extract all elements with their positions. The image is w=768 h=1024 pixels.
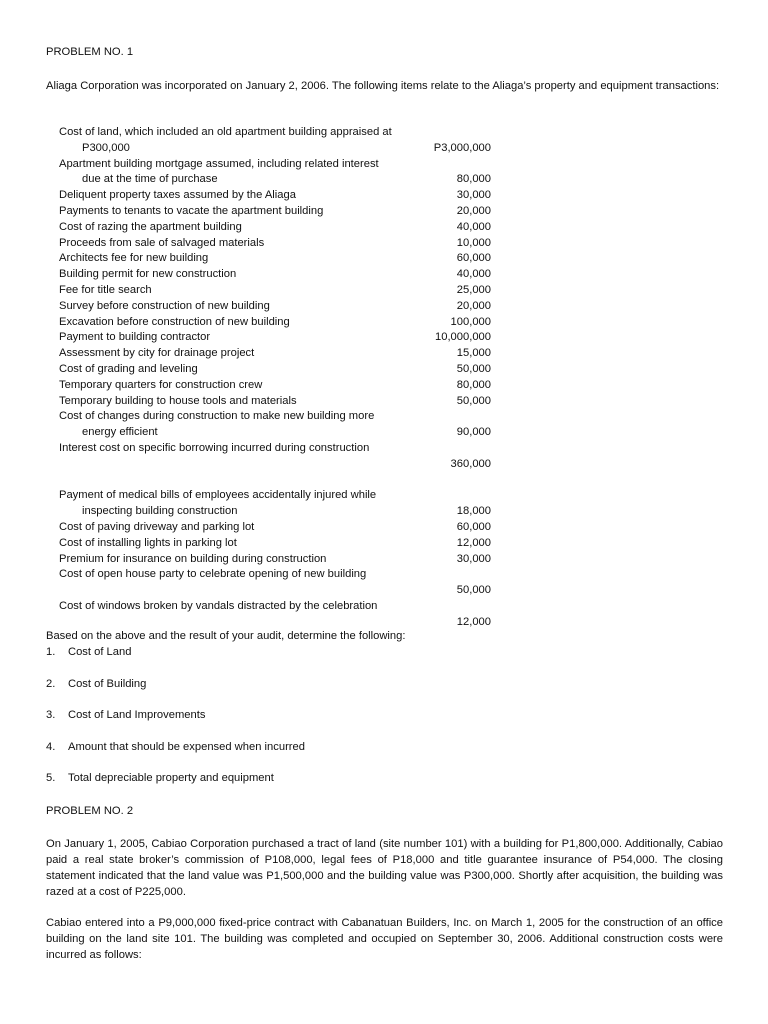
item-label: Cost of grading and leveling xyxy=(59,362,198,375)
item-amount: 20,000 xyxy=(456,204,491,217)
problem-2-heading: PROBLEM NO. 2 xyxy=(46,805,134,817)
property-item xyxy=(59,251,499,267)
question-text: Cost of Land Improvements xyxy=(68,709,206,721)
item-label: Assessment by city for drainage project xyxy=(59,347,255,360)
item-label: Temporary building to house tools and materials xyxy=(59,394,297,407)
question-text: Cost of Building xyxy=(68,678,147,690)
item-amount: 20,000 xyxy=(456,299,491,312)
problem-2-paragraph-1: On January 1, 2005, Cabiao Corporation purchased a tract of land (site number 101) with a building for P1,800,000. Additionally, Cabiao paid a real state broker’s commission of P108,000, legal fees of P18,000 and title guarantee insurance of P54,000. The closing statement indicated that the land value was P1,500,000 and the building value was P300,000. Shortly after acquisition, the building was razed at a cost of P225,000. xyxy=(46,838,723,898)
item-amount: 50,000 xyxy=(456,362,491,375)
property-item xyxy=(59,409,499,441)
item-label: Cost of razing the apartment building xyxy=(59,220,242,233)
property-item xyxy=(59,188,499,204)
question-number: 2. xyxy=(46,678,56,690)
property-item xyxy=(59,157,499,189)
property-item xyxy=(59,441,499,473)
item-label: Survey before construction of new building xyxy=(59,299,270,312)
item-amount: 18,000 xyxy=(456,505,491,518)
item-amount: 90,000 xyxy=(456,426,491,439)
item-label: P300,000 xyxy=(82,141,130,154)
question-number: 5. xyxy=(46,772,56,784)
item-label: Excavation before construction of new building xyxy=(59,315,290,328)
item-label: energy efficient xyxy=(82,426,158,439)
property-item xyxy=(59,394,499,410)
question-number: 4. xyxy=(46,741,56,753)
property-item xyxy=(59,204,499,220)
item-amount: 60,000 xyxy=(456,520,491,533)
item-label: Cost of installing lights in parking lot xyxy=(59,536,237,549)
property-item xyxy=(59,378,499,394)
property-item xyxy=(59,267,499,283)
item-label: Payments to tenants to vacate the apartment building xyxy=(59,204,324,217)
item-amount: 40,000 xyxy=(456,220,491,233)
problem-2-paragraph-2: Cabiao entered into a P9,000,000 fixed-price contract with Cabanatuan Builders, Inc. on March 1, 2005 for the construction of an office building on the land site 101. The building was completed and occupied on September 30, 2006. Additional construction costs were incurred as follows: xyxy=(46,917,723,961)
item-amount: 100,000 xyxy=(450,315,491,328)
question-text: Total depreciable property and equipment xyxy=(68,772,274,784)
problem-1-intro: Aliaga Corporation was incorporated on January 2, 2006. The following items relate to the Aliaga’s property and equipment transactions: xyxy=(46,80,720,92)
item-label: Payment to building contractor xyxy=(59,331,211,344)
property-item xyxy=(59,536,499,552)
item-label: Cost of windows broken by vandals distracted by the celebration xyxy=(59,599,378,612)
based-on-text: Based on the above and the result of your audit, determine the following: xyxy=(46,630,406,642)
item-amount: 60,000 xyxy=(456,252,491,265)
item-amount: 80,000 xyxy=(456,378,491,391)
question-item xyxy=(46,741,305,753)
item-amount: 10,000,000 xyxy=(435,331,491,344)
item-label: Premium for insurance on building during construction xyxy=(59,552,327,565)
item-amount: 360,000 xyxy=(450,457,491,470)
item-label: Payment of medical bills of employees accidentally injured while xyxy=(59,489,377,502)
question-item xyxy=(46,646,131,658)
item-amount: 50,000 xyxy=(456,394,491,407)
property-item xyxy=(59,567,499,599)
item-amount: 15,000 xyxy=(456,347,491,360)
item-label: inspecting building construction xyxy=(82,505,238,518)
property-item xyxy=(59,315,499,331)
item-label: due at the time of purchase xyxy=(82,173,218,186)
property-item xyxy=(59,599,499,631)
item-label: Interest cost on specific borrowing incurred during construction xyxy=(59,441,370,454)
item-label: Cost of land, which included an old apartment building appraised at xyxy=(59,126,392,138)
item-label: Architects fee for new building xyxy=(59,252,209,265)
item-label: Apartment building mortgage assumed, including related interest xyxy=(59,157,379,170)
question-item xyxy=(46,678,146,690)
item-label: Proceeds from sale of salvaged materials xyxy=(59,236,265,249)
item-amount: 30,000 xyxy=(456,552,491,565)
property-item xyxy=(59,330,499,346)
item-amount: 50,000 xyxy=(456,584,491,597)
item-label: Fee for title search xyxy=(59,283,152,296)
item-label: Building permit for new construction xyxy=(59,268,237,281)
item-amount: 30,000 xyxy=(456,189,491,202)
item-label: Temporary quarters for construction crew xyxy=(59,378,263,391)
item-label: Deliquent property taxes assumed by the Aliaga xyxy=(59,189,296,202)
property-item xyxy=(59,299,499,315)
item-amount: 12,000 xyxy=(456,536,491,549)
item-amount: 80,000 xyxy=(456,173,491,186)
question-text: Amount that should be expensed when incurred xyxy=(68,741,305,753)
item-label: Cost of open house party to celebrate opening of new building xyxy=(59,568,367,581)
property-item xyxy=(59,236,499,252)
property-item xyxy=(59,552,499,568)
property-item xyxy=(59,220,499,236)
question-number: 1. xyxy=(46,646,56,658)
question-item xyxy=(46,709,205,721)
item-label: Cost of changes during construction to make new building more xyxy=(59,410,375,423)
item-amount: 12,000 xyxy=(456,615,491,628)
problem-1-heading: PROBLEM NO. 1 xyxy=(46,46,134,58)
question-number: 3. xyxy=(46,709,56,721)
spacer xyxy=(59,473,499,489)
property-item xyxy=(59,283,499,299)
property-item xyxy=(59,362,499,378)
property-items-list xyxy=(59,125,499,631)
item-label: Cost of paving driveway and parking lot xyxy=(59,520,255,533)
question-text: Cost of Land xyxy=(68,646,132,658)
property-item xyxy=(59,125,499,157)
item-amount: 25,000 xyxy=(456,283,491,296)
property-item xyxy=(59,488,499,520)
property-item xyxy=(59,520,499,536)
item-amount: P3,000,000 xyxy=(433,141,491,154)
question-item xyxy=(46,772,274,784)
item-amount: 40,000 xyxy=(456,268,491,281)
property-item xyxy=(59,346,499,362)
item-amount: 10,000 xyxy=(456,236,491,249)
